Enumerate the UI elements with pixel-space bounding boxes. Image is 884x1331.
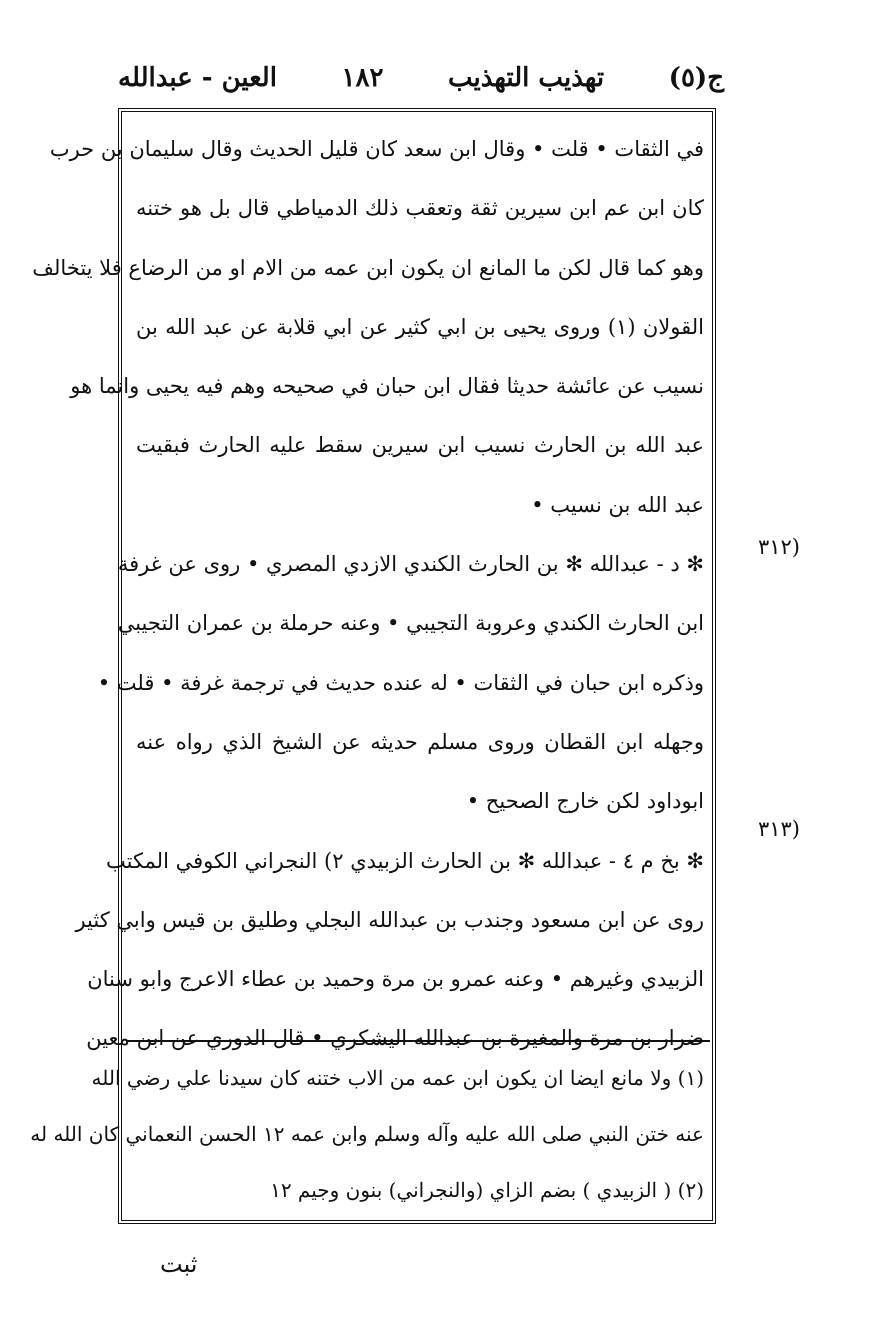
footnote-line: (١) ولا مانع ايضا ان يكون ابن عمه من الاب ختنه كان سيدنا علي رضي الله <box>91 1066 704 1090</box>
page-number: ١٨٢ <box>341 63 384 93</box>
text-line: ابوداود لكن خارج الصحيح • <box>466 789 704 814</box>
text-line: وذكره ابن حبان في الثقات • له عنده حديث في ترجمة غرفة • قلت • <box>97 670 704 695</box>
main-text <box>32 120 704 1069</box>
entry-start-line: ✻ د - عبدالله ✻ بن الحارث الكندي الازدي المصري • روى عن غرفة <box>117 552 704 577</box>
text-line: كان ابن عم ابن سيرين ثقة وتعقب ذلك الدمياطي قال بل هو ختنه <box>136 196 704 221</box>
catchword: ثبت <box>160 1250 198 1278</box>
text-line: الزبيدي وغيرهم • وعنه عمرو بن مرة وحميد بن عطاء الاعرج وابو سنان <box>87 967 704 992</box>
text-line: ابن الحارث الكندي وعروبة التجيبي • وعنه حرملة بن عمران التجيبي <box>117 611 704 636</box>
text-line: في الثقات • قلت • وقال ابن سعد كان قليل الحديث وقال سليمان بن حرب <box>49 137 704 161</box>
text-line: القولان (١) وروى يحيى بن ابي كثير عن ابي قلابة عن عبد الله بن <box>136 314 704 339</box>
section-title: العين - عبدالله <box>118 63 277 93</box>
footnote-line: (٢) ( الزبيدي ) بضم الزاي (والنجراني) بنون وجيم ١٢ <box>270 1178 704 1202</box>
running-header <box>118 58 724 98</box>
text-line: عبد الله بن نسيب • <box>531 492 704 517</box>
footnotes <box>30 1050 704 1218</box>
volume-label: ج(٥) <box>668 63 724 93</box>
text-line: روى عن ابن مسعود وجندب بن عبدالله البجلي وطليق بن قيس وابي كثير <box>75 907 704 932</box>
entry-number: (٣١٢ <box>757 535 800 559</box>
text-line: عبد الله بن الحارث نسيب ابن سيرين سقط عليه الحارث فبقيت <box>136 433 704 458</box>
footnote-separator <box>126 1040 710 1042</box>
book-title: تهذيب التهذيب <box>447 63 605 93</box>
entry-start-line: ✻ بخ م ٤ - عبدالله ✻ بن الحارث الزبيدي ٢) النجراني الكوفي المكتب <box>105 848 704 873</box>
footnote-line: عنه ختن النبي صلى الله عليه وآله وسلم وابن عمه ١٢ الحسن النعماني كان الله له <box>30 1122 704 1146</box>
text-line: ضرار بن مرة والمغيرة بن عبدالله اليشكري • قال الدوري عن ابن معين <box>86 1026 704 1051</box>
text-line: وجهله ابن القطان وروى مسلم حديثه عن الشيخ الذي رواه عنه <box>136 729 704 754</box>
entry-number: (٣١٣ <box>757 817 800 841</box>
text-line: نسيب عن عائشة حديثا فقال ابن حبان في صحيحه وهم فيه يحيى وانما هو <box>70 374 704 399</box>
text-line: وهو كما قال لكن ما المانع ان يكون ابن عمه من الام او من الرضاع فلا يتخالف <box>32 255 704 280</box>
